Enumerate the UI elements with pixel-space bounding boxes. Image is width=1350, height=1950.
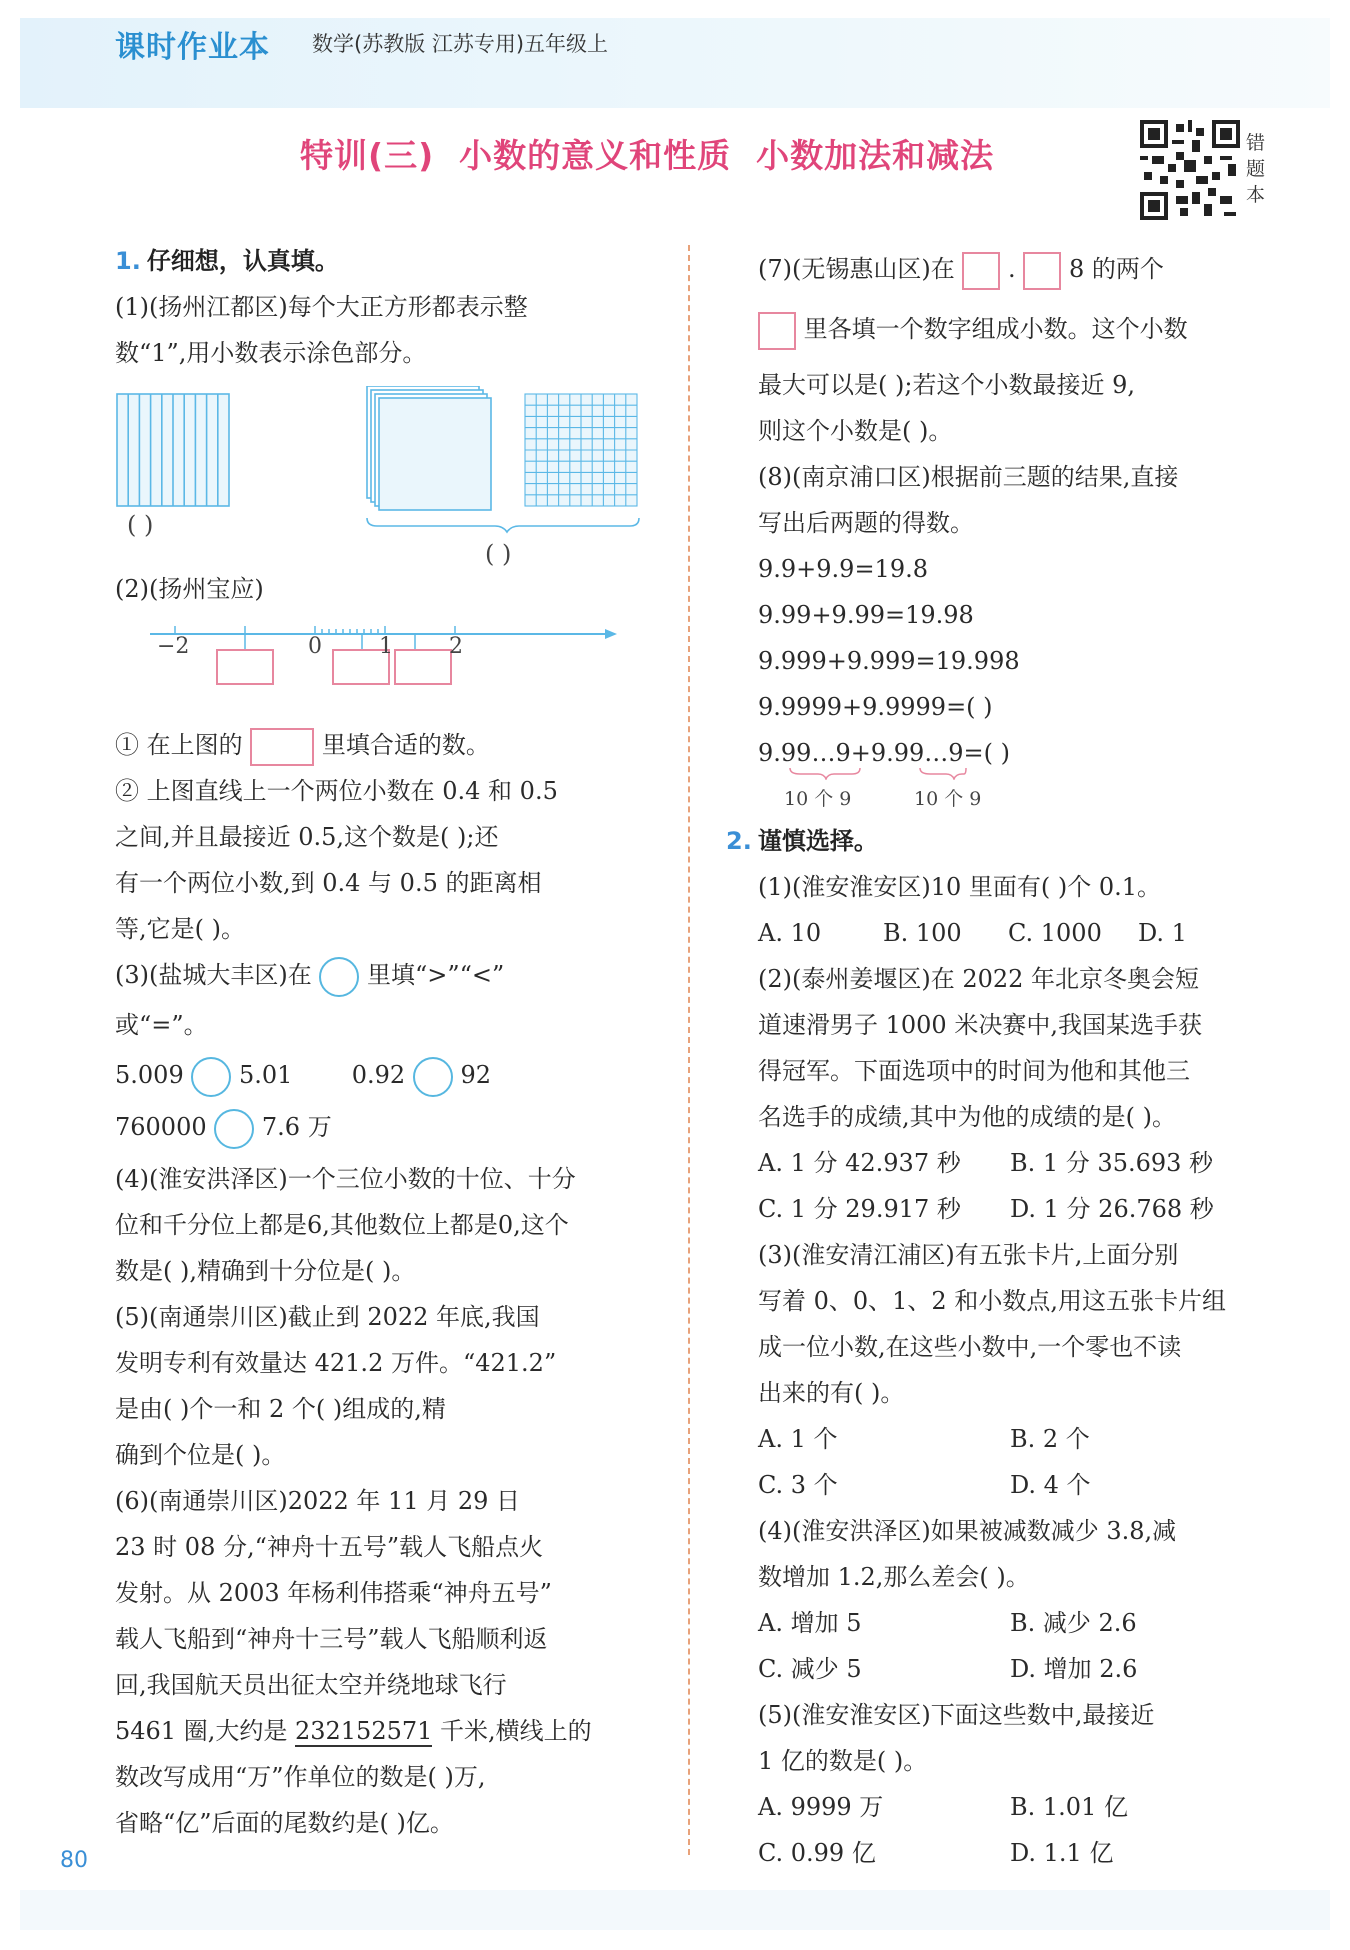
option-d[interactable]: D. 4 个 [1010, 1471, 1091, 1499]
brace-annotations [758, 776, 1278, 818]
question-line: (1)(扬州江都区)每个大正方形都表示整 [115, 293, 528, 321]
q6-text: 千米,横线上的 [432, 1717, 592, 1745]
tick-label: 1 [379, 634, 393, 659]
brand-title: 课时作业本 [115, 30, 270, 65]
question-line [758, 306, 1278, 362]
q7-suffix: 8 的两个 [1068, 255, 1164, 283]
question-line: 发明专利有效量达 421.2 万件。“421.2” [115, 1349, 557, 1377]
option-b[interactable]: B. 减少 2.6 [1010, 1609, 1137, 1637]
question-line: 23 时 08 分,“神舟十五号”载人飞船点火 [115, 1533, 544, 1561]
question-line: 写出后两题的得数。 [758, 509, 974, 537]
q7-dot: . [1008, 255, 1016, 283]
question-line: 成一位小数,在这些小数中,一个零也不读 [758, 1333, 1182, 1361]
option-a[interactable]: A. 10 [758, 919, 822, 947]
option-d[interactable]: D. 增加 2.6 [1010, 1655, 1138, 1683]
q7-text: 里各填一个数字组成小数。这个小数 [803, 315, 1188, 343]
digit-box[interactable] [962, 252, 1000, 290]
question-line [115, 1708, 670, 1754]
page-footer-bar [20, 1890, 1330, 1930]
q7-prefix: (7)(无锡惠山区)在 [758, 255, 955, 283]
option-a[interactable]: A. 1 分 42.937 秒 [758, 1149, 961, 1177]
option-row [758, 1784, 1278, 1830]
page-number: 80 [60, 1848, 88, 1873]
compare-circle[interactable] [214, 1109, 254, 1149]
option-d[interactable]: D. 1.1 亿 [1010, 1839, 1114, 1867]
q2-a-prefix: ① 在上图的 [115, 731, 243, 759]
question-line: 回,我国航天员出征太空并绕地球飞行 [115, 1671, 507, 1699]
question-line: 是由( )个一和 2 个( )组成的,精 [115, 1395, 446, 1423]
question-line: 1 亿的数是( )。 [758, 1747, 928, 1775]
digit-box[interactable] [758, 312, 796, 350]
option-d[interactable]: D. 1 [1138, 919, 1187, 947]
option-row [758, 1462, 1278, 1508]
equation: 9.999+9.999=19.998 [758, 647, 1020, 675]
question-line: (2)(扬州宝应) [115, 575, 264, 603]
compare-circle[interactable] [413, 1057, 453, 1097]
subject-label: 数学(苏教版 江苏专用)五年级上 [312, 32, 609, 56]
compare-circle[interactable] [319, 957, 359, 997]
equation: 9.9+9.9=19.8 [758, 555, 928, 583]
option-row [758, 1646, 1278, 1692]
tick-label: 0 [308, 634, 322, 659]
left-column [115, 238, 670, 1846]
question-line: (2)(泰州姜堰区)在 2022 年北京冬奥会短 [758, 965, 1200, 993]
question-line: 名选手的成绩,其中为他的成绩的是( )。 [758, 1103, 1176, 1131]
option-b[interactable]: B. 100 [883, 919, 962, 947]
answer-blank-2[interactable]: ( ) [485, 540, 512, 568]
section-title: 仔细想，认真填。 [146, 247, 339, 275]
qr-code-icon[interactable] [1140, 120, 1240, 220]
option-c[interactable]: C. 1 分 29.917 秒 [758, 1195, 961, 1223]
question-line: 数增加 1.2,那么差会( )。 [758, 1563, 1030, 1591]
option-b[interactable]: B. 2 个 [1010, 1425, 1090, 1453]
answer-box[interactable] [250, 728, 314, 766]
question-line: (4)(淮安洪泽区)一个三位小数的十位、十分 [115, 1165, 576, 1193]
option-b[interactable]: B. 1 分 35.693 秒 [1010, 1149, 1214, 1177]
digit-box[interactable] [1023, 252, 1061, 290]
brace-label: 10 个 9 [784, 788, 852, 810]
compare-circle[interactable] [191, 1057, 231, 1097]
question-line: (6)(南通崇川区)2022 年 11 月 29 日 [115, 1487, 521, 1515]
equation: 9.9999+9.9999=( ) [758, 693, 993, 721]
option-c[interactable]: C. 1000 [1008, 919, 1102, 947]
option-d[interactable]: D. 1 分 26.768 秒 [1010, 1195, 1214, 1223]
question-line: 最大可以是( );若这个小数最接近 9, [758, 371, 1135, 399]
q3-suffix: 里填“>”“<” [367, 961, 505, 989]
compare-value: 92 [460, 1061, 491, 1089]
question-line: 省略“亿”后面的尾数约是( )亿。 [115, 1809, 454, 1837]
question-line: 位和千分位上都是6,其他数位上都是0,这个 [115, 1211, 569, 1239]
option-row [758, 1416, 1278, 1462]
question-line: (8)(南京浦口区)根据前三题的结果,直接 [758, 463, 1179, 491]
question-line [115, 952, 670, 1002]
option-row [758, 1186, 1278, 1232]
question-line: 载人飞船到“神舟十三号”载人飞船顺利返 [115, 1625, 548, 1653]
square-diagrams [115, 386, 675, 536]
compare-row [115, 1052, 670, 1104]
question-line: 则这个小数是( )。 [758, 417, 953, 445]
question-line: 等,它是( )。 [115, 915, 245, 943]
question-line: 得冠军。下面选项中的时间为他和其他三 [758, 1057, 1190, 1085]
question-line: 有一个两位小数,到 0.4 与 0.5 的距离相 [115, 869, 542, 897]
option-a[interactable]: A. 1 个 [758, 1425, 838, 1453]
option-b[interactable]: B. 1.01 亿 [1010, 1793, 1128, 1821]
option-c[interactable]: C. 0.99 亿 [758, 1839, 876, 1867]
question-line: 或“=”。 [115, 1011, 208, 1039]
question-line: 出来的有( )。 [758, 1379, 905, 1407]
option-a[interactable]: A. 增加 5 [758, 1609, 862, 1637]
question-line [758, 246, 1278, 306]
option-row [758, 1830, 1278, 1876]
right-column [726, 246, 1278, 1876]
question-line: (5)(淮安淮安区)下面这些数中,最接近 [758, 1701, 1155, 1729]
section-number: 1. [115, 247, 141, 275]
compare-value: 5.009 [115, 1061, 184, 1089]
question-line: 数“1”,用小数表示涂色部分。 [115, 339, 427, 367]
question-line: 写着 0、0、1、2 和小数点,用这五张卡片组 [758, 1287, 1226, 1315]
number-line-figure [115, 612, 670, 722]
question-line: 数是( ),精确到十分位是( )。 [115, 1257, 416, 1285]
q3-prefix: (3)(盐城大丰区)在 [115, 961, 312, 989]
question-line: 确到个位是( )。 [115, 1441, 286, 1469]
question-line: 之间,并且最接近 0.5,这个数是( );还 [115, 823, 499, 851]
question-line: 道速滑男子 1000 米决赛中,我国某选手获 [758, 1011, 1202, 1039]
column-divider [688, 245, 690, 1855]
compare-value: 7.6 万 [261, 1113, 332, 1141]
section-number: 2. [726, 827, 752, 855]
question-line: (1)(淮安淮安区)10 里面有( )个 0.1。 [758, 873, 1162, 901]
tick-label: −2 [157, 634, 190, 659]
answer-blank-1[interactable]: ( ) [127, 511, 154, 539]
section-title: 谨慎选择。 [757, 827, 878, 855]
question-line [115, 722, 670, 768]
question-line: (3)(淮安清江浦区)有五张卡片,上面分别 [758, 1241, 1179, 1269]
question-line: 数改写成用“万”作单位的数是( )万, [115, 1763, 486, 1791]
equation: 9.99+9.99=19.98 [758, 601, 974, 629]
compare-value: 760000 [115, 1113, 207, 1141]
question-line: (5)(南通崇川区)截止到 2022 年底,我国 [115, 1303, 540, 1331]
compare-value: 0.92 [351, 1061, 406, 1089]
q6-text: 5461 圈,大约是 [115, 1717, 295, 1745]
option-row [758, 1600, 1278, 1646]
qr-code-label: 错题本 [1246, 132, 1266, 206]
underlined-number: 232152571 [294, 1717, 433, 1745]
equation: 9.99…9+9.99…9=( ) [758, 739, 1010, 767]
compare-value: 5.01 [239, 1061, 293, 1089]
compare-row [115, 1104, 670, 1156]
option-row [758, 910, 1278, 956]
option-c[interactable]: C. 3 个 [758, 1471, 838, 1499]
option-a[interactable]: A. 9999 万 [758, 1793, 884, 1821]
question-line: ② 上图直线上一个两位小数在 0.4 和 0.5 [115, 777, 558, 805]
tick-label: 2 [449, 634, 463, 659]
brace-label: 10 个 9 [914, 788, 982, 810]
option-row [758, 1140, 1278, 1186]
option-c[interactable]: C. 减少 5 [758, 1655, 862, 1683]
question-line: 发射。从 2003 年杨利伟搭乘“神舟五号” [115, 1579, 552, 1607]
page-title: 特训(三) 小数的意义和性质 小数加法和减法 [300, 136, 995, 175]
decimal-square-figures [115, 376, 670, 568]
question-line: (4)(淮安洪泽区)如果被减数减少 3.8,减 [758, 1517, 1177, 1545]
section-1-heading [115, 238, 670, 284]
q2-a-suffix: 里填合适的数。 [321, 731, 490, 759]
section-2-heading [726, 818, 1278, 864]
